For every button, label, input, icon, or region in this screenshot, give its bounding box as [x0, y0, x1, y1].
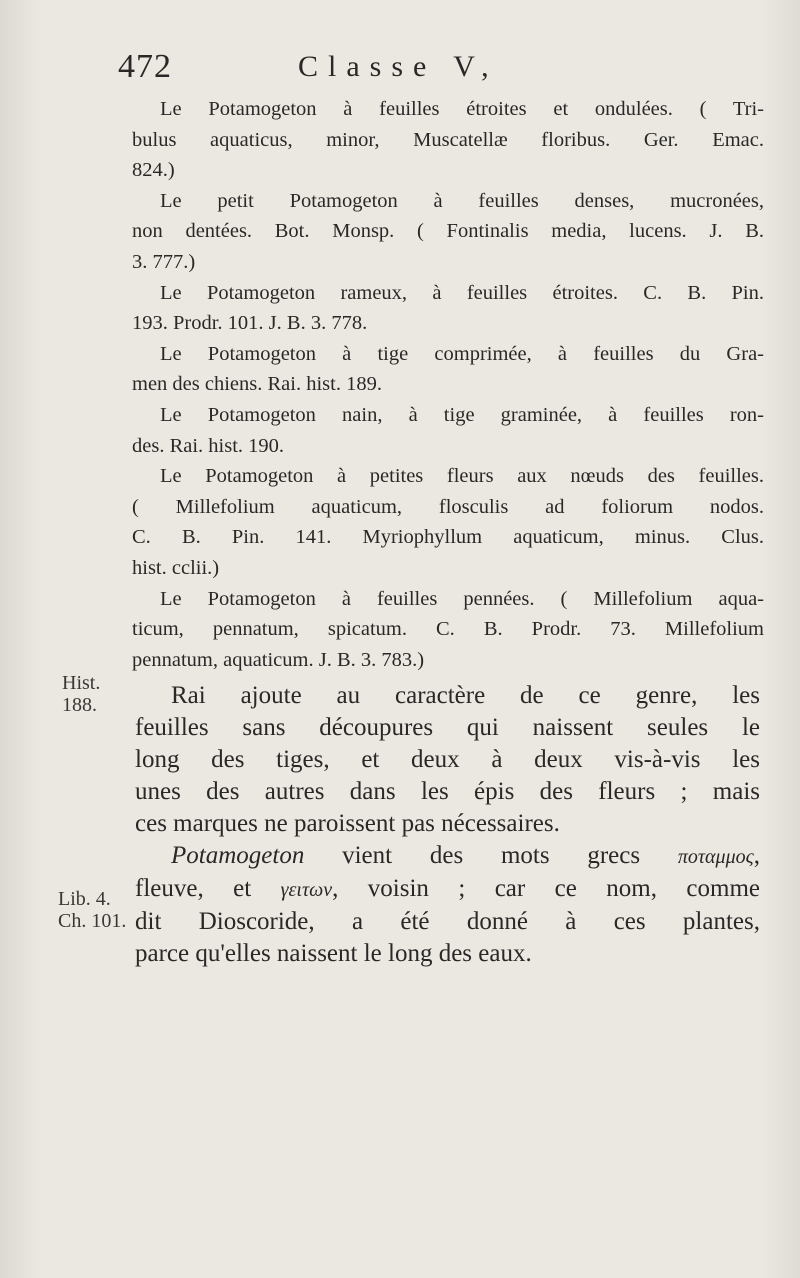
- margin-note-line: Ch. 101.: [58, 910, 127, 932]
- text-run: vient des mots grecs: [304, 842, 678, 869]
- entry-line: Le Potamogeton rameux, à feuilles étroites. C. B. Pin.: [160, 281, 764, 304]
- paragraph-line: [135, 873, 760, 906]
- paragraph-line: ces marques ne paroissent pas nécessaires.: [135, 810, 560, 837]
- entry-line: bulus aquaticus, minor, Muscatellæ floribus. Ger. Emac.: [132, 128, 764, 151]
- margin-reference-lib: [58, 888, 126, 932]
- entry-line: Le Potamogeton à tige comprimée, à feuilles du Gra-: [160, 342, 764, 365]
- species-entry: [132, 186, 764, 278]
- paragraph-line: parce qu'elles naissent le long des eaux.: [135, 940, 532, 967]
- species-entry: [132, 461, 764, 583]
- margin-note-line: 188.: [62, 694, 97, 716]
- paragraph-line: unes des autres dans les épis des fleurs ; mais: [135, 778, 760, 805]
- entry-line: 3. 777.): [132, 250, 196, 273]
- entry-line: Le Potamogeton nain, à tige graminée, à feuilles ron-: [160, 403, 764, 426]
- entry-line: des. Rai. hist. 190.: [132, 434, 285, 457]
- commentary-text: [135, 680, 760, 970]
- entry-line: Le Potamogeton à feuilles pennées. ( Millefolium aqua-: [160, 587, 764, 610]
- paragraph-line: dit Dioscoride, a été donné à ces plantes,: [135, 908, 760, 935]
- entry-line: C. B. Pin. 141. Myriophyllum aquaticum, minus. Clus.: [132, 526, 764, 549]
- species-entry: [132, 94, 764, 186]
- running-header: [118, 46, 778, 92]
- entry-line: Le petit Potamogeton à feuilles denses, mucronées,: [160, 189, 764, 212]
- entry-line: Le Potamogeton à petites fleurs aux nœuds des feuilles.: [160, 465, 764, 488]
- greek-word: ποταμμος: [677, 846, 754, 868]
- paragraph-line: feuilles sans découpures qui naissent seules le: [135, 714, 760, 741]
- species-entry: [132, 400, 764, 461]
- species-list: [132, 94, 764, 675]
- entry-line: men des chiens. Rai. hist. 189.: [132, 373, 382, 396]
- paragraph-line: [135, 840, 760, 873]
- paragraph-line: long des tiges, et deux à deux vis-à-vis les: [135, 746, 760, 773]
- entry-line: 193. Prodr. 101. J. B. 3. 778.: [132, 312, 368, 335]
- entry-line: pennatum, aquaticum. J. B. 3. 783.): [132, 648, 425, 671]
- entry-line: hist. cclii.): [132, 556, 220, 579]
- species-entry: [132, 278, 764, 339]
- entry-line: non dentées. Bot. Monsp. ( Fontinalis media, lucens. J. B.: [132, 220, 764, 243]
- text-run: ,: [753, 842, 760, 869]
- margin-reference-hist: [62, 672, 100, 716]
- margin-note-line: Hist.: [62, 672, 101, 694]
- entry-line: Le Potamogeton à feuilles étroites et ondulées. ( Tri-: [160, 98, 764, 120]
- paragraph-line: Rai ajoute au caractère de ce genre, les: [171, 682, 760, 709]
- greek-word: γειτων: [280, 879, 333, 901]
- page-title: Classe V,: [298, 50, 499, 83]
- species-entry: [132, 339, 764, 400]
- genus-name: Potamogeton: [171, 842, 305, 869]
- page-number: 472: [118, 48, 172, 85]
- species-entry: [132, 584, 764, 676]
- margin-note-line: Lib. 4.: [58, 888, 111, 910]
- text-run: , voisin ; car ce nom, comme: [332, 875, 760, 902]
- paragraph-rai: [135, 680, 760, 840]
- entry-line: 824.): [132, 159, 175, 182]
- entry-line: ( Millefolium aquaticum, flosculis ad foliorum nodos.: [132, 495, 764, 518]
- paragraph-etymology: [135, 840, 760, 970]
- entry-line: ticum, pennatum, spicatum. C. B. Prodr. 73. Millefolium: [132, 618, 764, 641]
- text-run: fleuve, et: [135, 875, 281, 902]
